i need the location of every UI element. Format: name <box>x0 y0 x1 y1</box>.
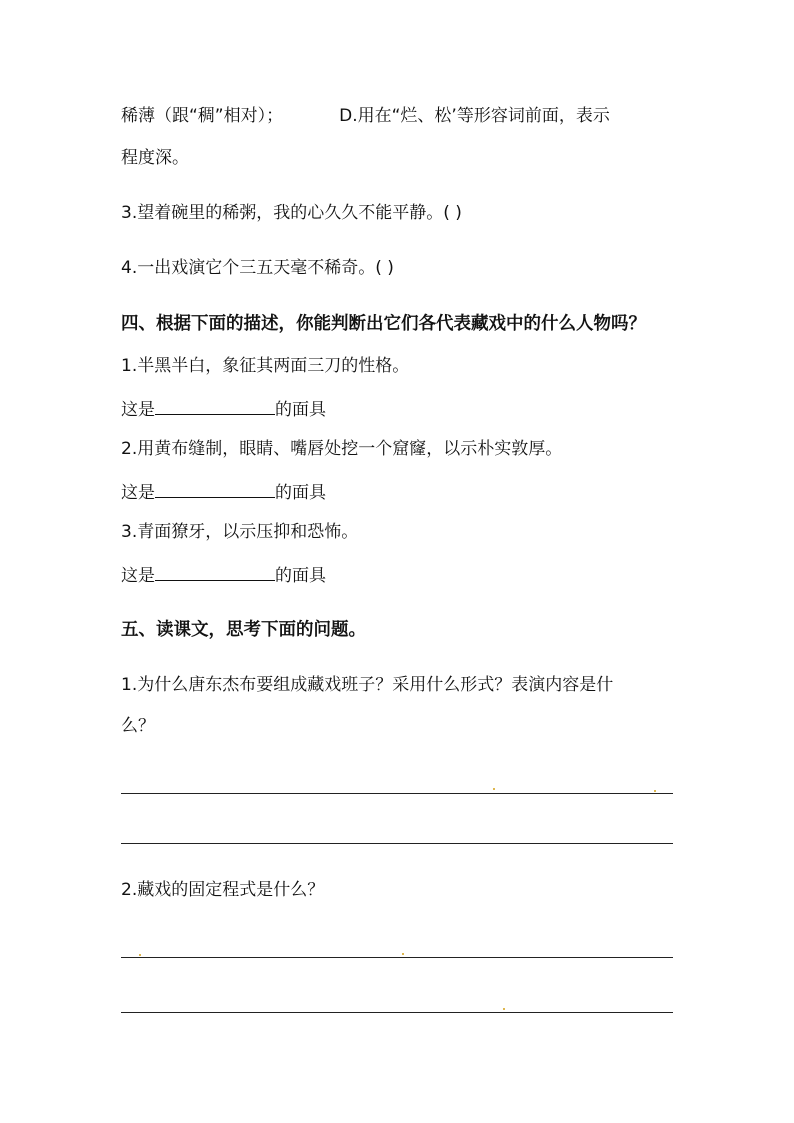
mask-desc-3: 3.青面獠牙，以示压抑和恐怖。 <box>121 522 359 542</box>
option-d-continued: 程度深。 <box>121 148 189 168</box>
mask-answer-1 <box>121 396 326 422</box>
section-4-heading: 四、根据下面的描述，你能判断出它们各代表藏戏中的什么人物吗？ <box>121 314 646 334</box>
mask-desc-2: 2.用黄布缝制，眼睛、嘴唇处挖一个窟窿，以示朴实敦厚。 <box>121 439 563 459</box>
answer-prefix: 这是 <box>121 400 155 420</box>
answer-prefix: 这是 <box>121 483 155 503</box>
answer-suffix: 的面具 <box>275 400 326 420</box>
mask-answer-3 <box>121 562 326 588</box>
question-3: 3.望着碗里的稀粥，我的心久久不能平静。( ) <box>121 203 462 223</box>
answer-line-2a[interactable] <box>121 957 673 958</box>
reading-question-1: 1.为什么唐东杰布要组成藏戏班子？采用什么形式？表演内容是什 <box>121 675 614 695</box>
speck-mark <box>503 1008 505 1010</box>
mask-desc-1: 1.半黑半白，象征其两面三刀的性格。 <box>121 356 410 376</box>
reading-question-2: 2.藏戏的固定程式是什么？ <box>121 880 325 900</box>
section-5-heading: 五、读课文，思考下面的问题。 <box>121 620 366 640</box>
answer-suffix: 的面具 <box>275 483 326 503</box>
option-d: D.用在“烂、松’等形容词前面，表示 <box>339 106 610 126</box>
answer-line-1b[interactable] <box>121 843 673 844</box>
speck-mark <box>654 790 656 792</box>
answer-suffix: 的面具 <box>275 566 326 586</box>
answer-blank-2[interactable] <box>155 479 275 498</box>
answer-line-2b[interactable] <box>121 1012 673 1013</box>
speck-mark <box>139 954 141 956</box>
option-line <box>121 104 610 128</box>
answer-prefix: 这是 <box>121 566 155 586</box>
option-c-tail: 稀薄（跟“稠”相对）； <box>121 106 284 126</box>
reading-question-1-continued: 么？ <box>121 716 155 736</box>
answer-blank-1[interactable] <box>155 396 275 415</box>
answer-line-1a[interactable] <box>121 793 673 794</box>
question-4: 4.一出戏演它个三五天毫不稀奇。( ) <box>121 258 394 278</box>
answer-blank-3[interactable] <box>155 562 275 581</box>
mask-answer-2 <box>121 479 326 505</box>
speck-mark <box>402 953 404 955</box>
speck-mark <box>493 788 495 790</box>
